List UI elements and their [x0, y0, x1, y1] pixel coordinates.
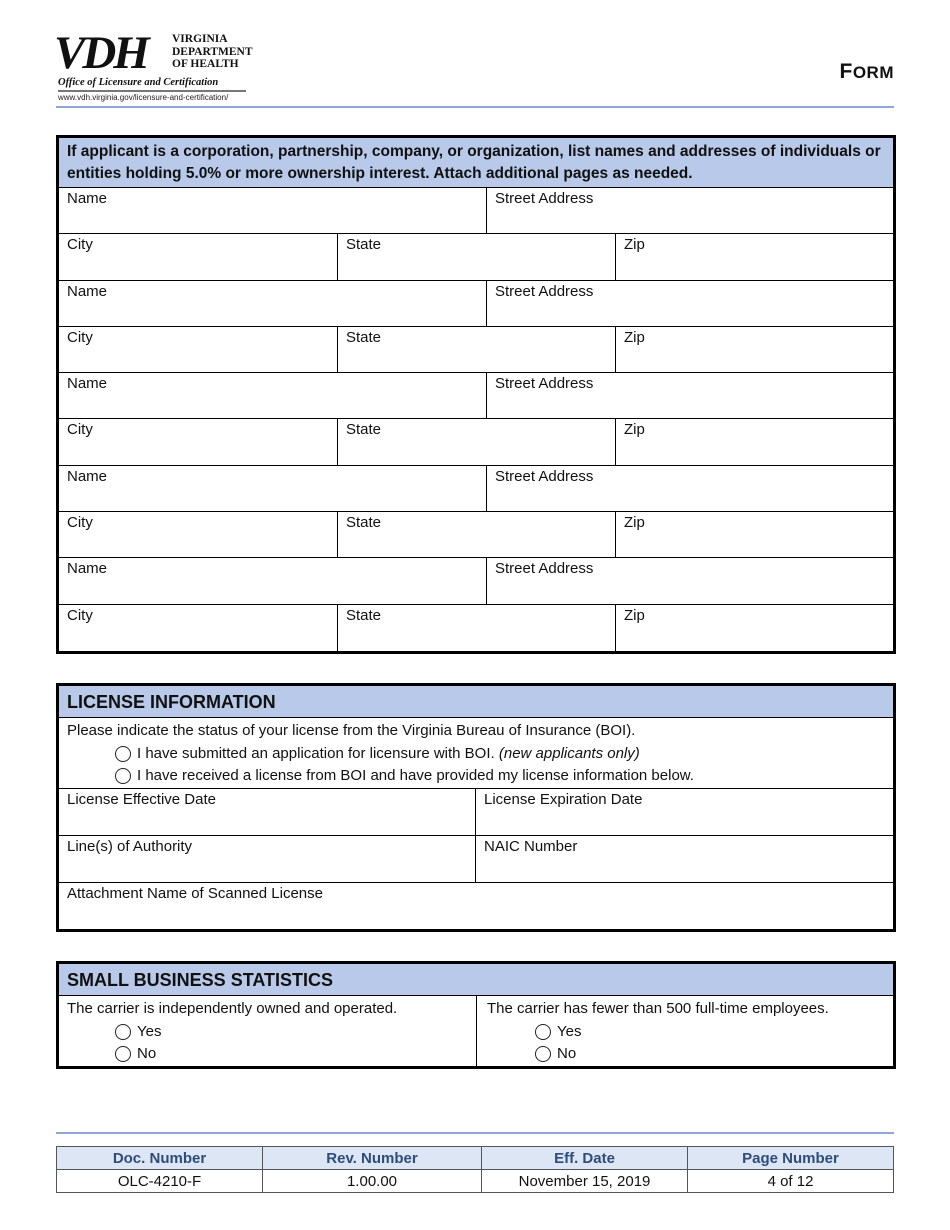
- owner-4-name-field[interactable]: Name: [67, 467, 108, 485]
- ownership-header: If applicant is a corporation, partnership, company, or organization, list names and addresses of individuals or entities holding 5.0% or more ownership interest. Attach additional pages as needed.: [59, 138, 893, 188]
- license-option-received[interactable]: I have received a license from BOI and have provided my license information below.: [67, 765, 885, 788]
- employees-question: The carrier has fewer than 500 full-time employees. Yes No: [476, 996, 893, 1066]
- license-section: [56, 683, 896, 932]
- owner-4-zip-field[interactable]: Zip: [615, 512, 893, 557]
- footer-rule: [56, 1132, 894, 1134]
- owner-3-city-field[interactable]: City: [67, 421, 93, 439]
- radio-icon[interactable]: [535, 1024, 551, 1040]
- owner-4-state-field[interactable]: State: [337, 512, 615, 557]
- owner-5-zip-field[interactable]: Zip: [615, 605, 893, 651]
- owner-1-zip-field[interactable]: Zip: [615, 234, 893, 279]
- license-intro: Please indicate the status of your license from the Virginia Bureau of Insurance (BOI).: [67, 722, 636, 739]
- employees-no-option[interactable]: No: [487, 1043, 885, 1066]
- owner-2-name-row: [59, 281, 893, 327]
- owner-3-name-field[interactable]: Name: [67, 375, 108, 393]
- logo-divider: [58, 90, 246, 92]
- radio-icon[interactable]: [535, 1046, 551, 1062]
- form-title: FORM: [839, 60, 894, 83]
- radio-icon[interactable]: [115, 746, 131, 762]
- document-info-table: [56, 1146, 894, 1193]
- radio-icon[interactable]: [115, 1046, 131, 1062]
- small-business-title: SMALL BUSINESS STATISTICS: [59, 964, 893, 996]
- license-option-submitted[interactable]: I have submitted an application for licensure with BOI. (new applicants only): [67, 743, 885, 766]
- owner-5-street-field[interactable]: Street Address: [486, 558, 893, 603]
- license-status-block: [59, 718, 893, 789]
- license-title: LICENSE INFORMATION: [59, 686, 893, 718]
- owner-5-name-field[interactable]: Name: [67, 560, 108, 578]
- independent-yes-option[interactable]: Yes: [67, 1021, 468, 1044]
- header-rule: [56, 106, 894, 108]
- doc-number-header: Doc. Number: [57, 1147, 263, 1170]
- owner-4-name-row: [59, 466, 893, 512]
- owner-1-state-field[interactable]: State: [337, 234, 615, 279]
- owner-3-state-field[interactable]: State: [337, 419, 615, 464]
- owner-2-city-row: [59, 327, 893, 373]
- attachment-name-field[interactable]: Attachment Name of Scanned License: [67, 885, 323, 902]
- owner-2-city-field[interactable]: City: [67, 328, 93, 346]
- owner-5-name-row: [59, 558, 893, 604]
- owner-1-name-field[interactable]: Name: [67, 190, 108, 207]
- license-effective-date-field[interactable]: License Effective Date: [67, 791, 216, 808]
- owner-1-street-field[interactable]: Street Address: [486, 188, 893, 233]
- vdh-logo: [54, 27, 254, 106]
- small-business-section: [56, 961, 896, 1069]
- owner-2-state-field[interactable]: State: [337, 327, 615, 372]
- owner-1-city-field[interactable]: City: [67, 236, 93, 254]
- license-authority-row: [59, 836, 893, 883]
- logo-letters: VDH: [54, 27, 147, 79]
- owner-2-zip-field[interactable]: Zip: [615, 327, 893, 372]
- owner-2-street-field[interactable]: Street Address: [486, 281, 893, 326]
- eff-date-value: November 15, 2019: [482, 1170, 688, 1193]
- owner-3-zip-field[interactable]: Zip: [615, 419, 893, 464]
- naic-number-field[interactable]: NAIC Number: [475, 836, 893, 882]
- owner-5-city-field[interactable]: City: [67, 606, 93, 624]
- owner-4-city-row: [59, 512, 893, 558]
- lines-of-authority-field[interactable]: Line(s) of Authority: [67, 838, 193, 855]
- owner-4-street-field[interactable]: Street Address: [486, 466, 893, 511]
- license-dates-row: [59, 789, 893, 836]
- owner-4-city-field[interactable]: City: [67, 514, 93, 532]
- owner-2-name-field[interactable]: Name: [67, 282, 108, 300]
- independent-no-option[interactable]: No: [67, 1043, 468, 1066]
- owner-5-state-field[interactable]: State: [337, 605, 615, 651]
- document-info-header: [57, 1147, 894, 1170]
- employees-yes-option[interactable]: Yes: [487, 1021, 885, 1044]
- small-business-row: [59, 996, 893, 1066]
- owner-3-street-field[interactable]: Street Address: [486, 373, 893, 418]
- doc-number-value: OLC-4210-F: [57, 1170, 263, 1193]
- logo-url: www.vdh.virginia.gov/licensure-and-certification/: [58, 93, 229, 102]
- logo-office: Office of Licensure and Certification: [58, 77, 219, 88]
- page-number-value: 4 of 12: [688, 1170, 894, 1193]
- independent-question: The carrier is independently owned and operated. Yes No: [59, 996, 476, 1066]
- owner-3-city-row: [59, 419, 893, 465]
- owner-1-city-row: [59, 234, 893, 280]
- document-info-values: [57, 1170, 894, 1193]
- eff-date-header: Eff. Date: [482, 1147, 688, 1170]
- radio-icon[interactable]: [115, 1024, 131, 1040]
- ownership-section: [56, 135, 896, 654]
- license-expiration-date-field[interactable]: License Expiration Date: [475, 789, 893, 835]
- owner-5-city-row: [59, 605, 893, 651]
- logo-department: VIRGINIA DEPARTMENT OF HEALTH: [172, 33, 253, 70]
- owner-3-name-row: [59, 373, 893, 419]
- owner-1-name-row: [59, 188, 893, 234]
- rev-number-header: Rev. Number: [263, 1147, 482, 1170]
- license-attachment-row: [59, 883, 893, 929]
- radio-icon[interactable]: [115, 768, 131, 784]
- page-number-header: Page Number: [688, 1147, 894, 1170]
- rev-number-value: 1.00.00: [263, 1170, 482, 1193]
